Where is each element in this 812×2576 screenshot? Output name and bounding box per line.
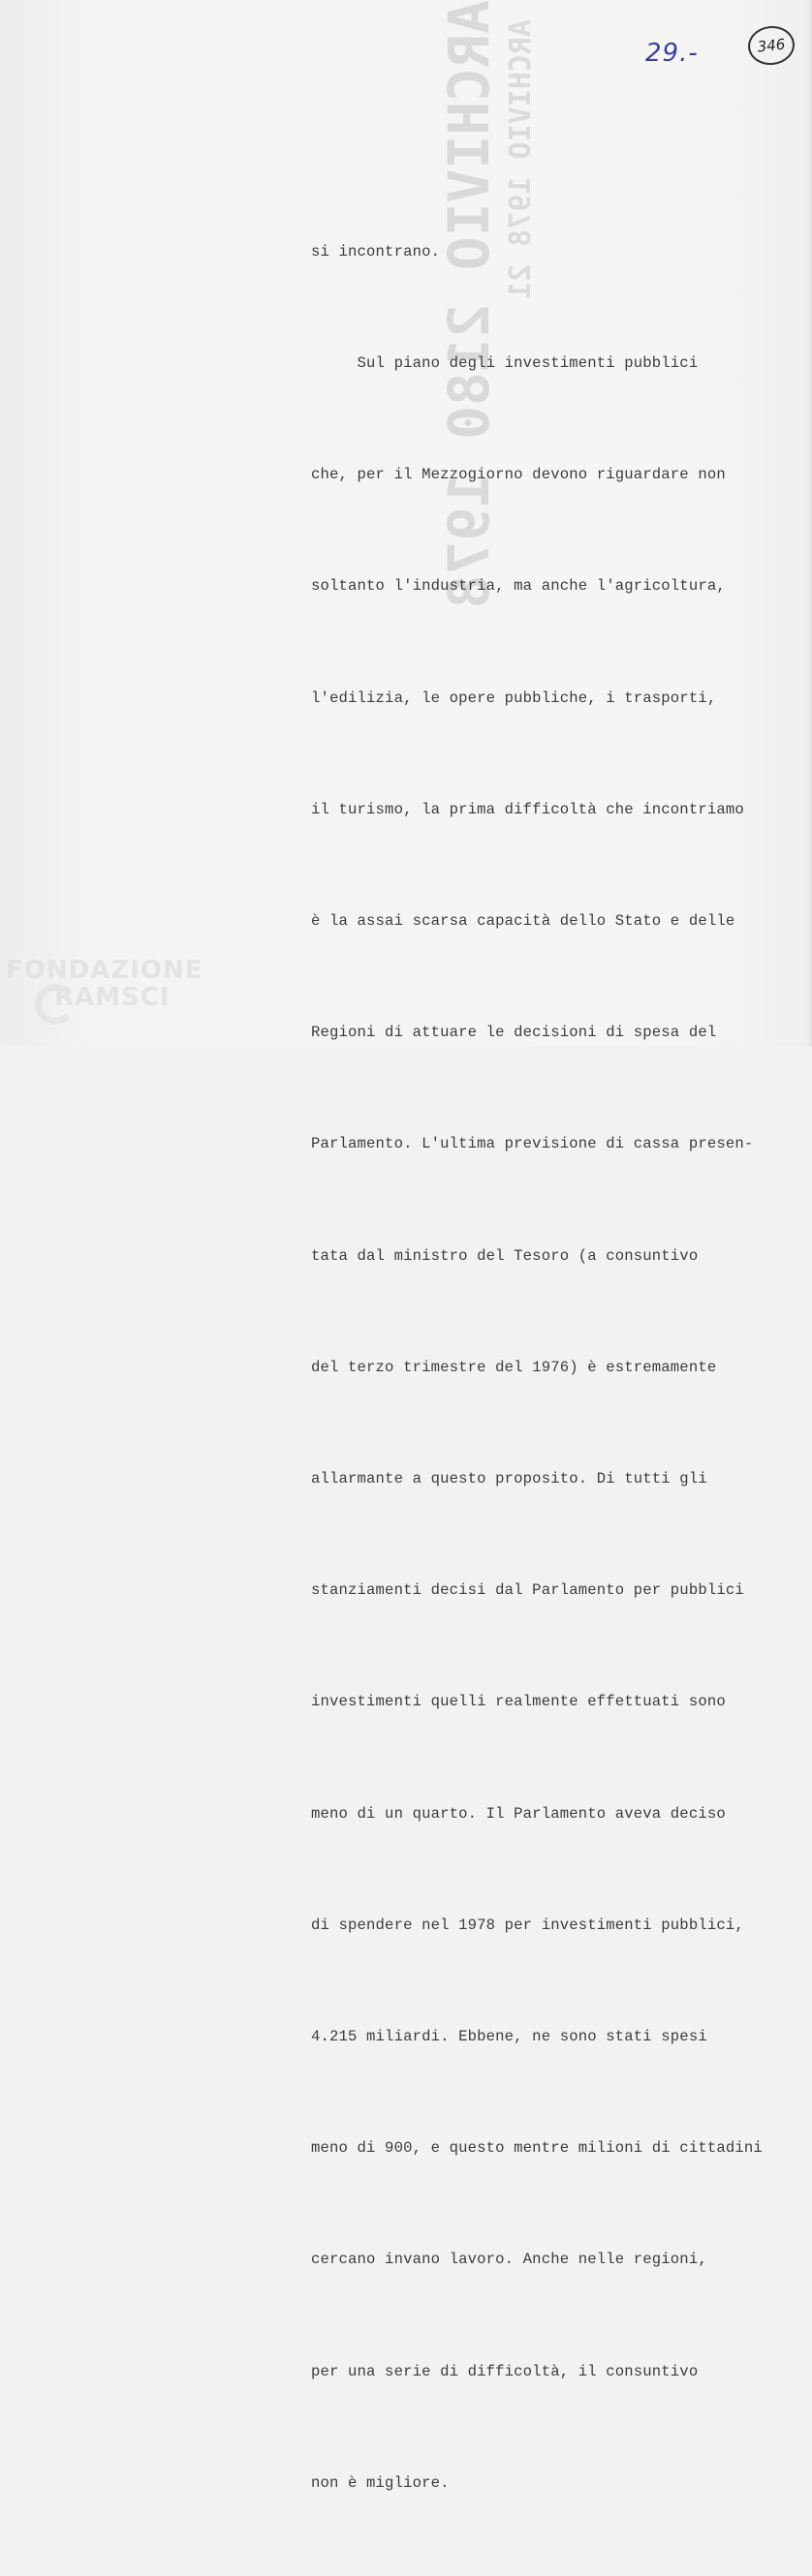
body-line: Regioni di attuare le decisioni di spesa del	[311, 1024, 717, 1042]
body-line: meno di 900, e questo mentre milioni di cittadini	[311, 2139, 763, 2158]
body-line: di spendere nel 1978 per investimenti pubblici,	[311, 1916, 744, 1934]
watermark-line-2: RAMSCI	[54, 983, 171, 1012]
body-line: cercano invano lavoro. Anche nelle regioni,	[311, 2251, 707, 2269]
body-line: investimenti quelli realmente effettuati sono	[311, 1693, 726, 1711]
bleed-through-secondary: ARCHIVIO 1978 21	[504, 19, 538, 299]
body-line: meno di un quarto. Il Parlamento aveva deciso	[311, 1804, 726, 1823]
body-line: tata dal ministro del Tesoro (a consuntivo	[311, 1246, 699, 1265]
page-edge-shadow	[808, 0, 812, 1046]
body-line: l'edilizia, le opere pubbliche, i trasporti,	[311, 689, 717, 707]
body-line: stanziamenti decisi dal Parlamento per pubblici	[311, 1581, 744, 1600]
body-line: 4.215 miliardi. Ebbene, ne sono stati spesi	[311, 2028, 707, 2046]
body-line: non è migliore.	[311, 2473, 450, 2492]
body-line: Parlamento. L'ultima previsione di cassa presen-	[311, 1135, 754, 1153]
fondazione-watermark	[6, 957, 203, 1011]
body-line: per una serie di difficoltà, il consuntivo	[311, 2362, 699, 2380]
body-line: del terzo trimestre del 1976) è estremamente	[311, 1358, 717, 1376]
body-line: che, per il Mezzogiorno devono riguardare non	[311, 466, 726, 484]
handwritten-page-number: 29.-	[645, 39, 699, 68]
typewritten-body	[311, 159, 796, 2576]
body-line: soltanto l'industria, ma anche l'agricoltura,	[311, 577, 726, 596]
body-line: è la assai scarsa capacità dello Stato e delle	[311, 912, 735, 931]
body-line: il turismo, la prima difficoltà che incontriamo	[311, 800, 744, 818]
watermark-line-1: FONDAZIONE	[6, 956, 203, 985]
body-line: si incontrano.	[311, 242, 441, 261]
bleed-through-primary: ARCHIVIO 2180 1978	[436, 0, 502, 609]
body-line: allarmante a questo proposito. Di tutti gli	[311, 1470, 707, 1488]
body-line: Sul piano degli investimenti pubblici	[311, 354, 699, 373]
circled-folio-number: 346	[746, 24, 796, 68]
watermark-g-logo-icon	[35, 984, 76, 1025]
